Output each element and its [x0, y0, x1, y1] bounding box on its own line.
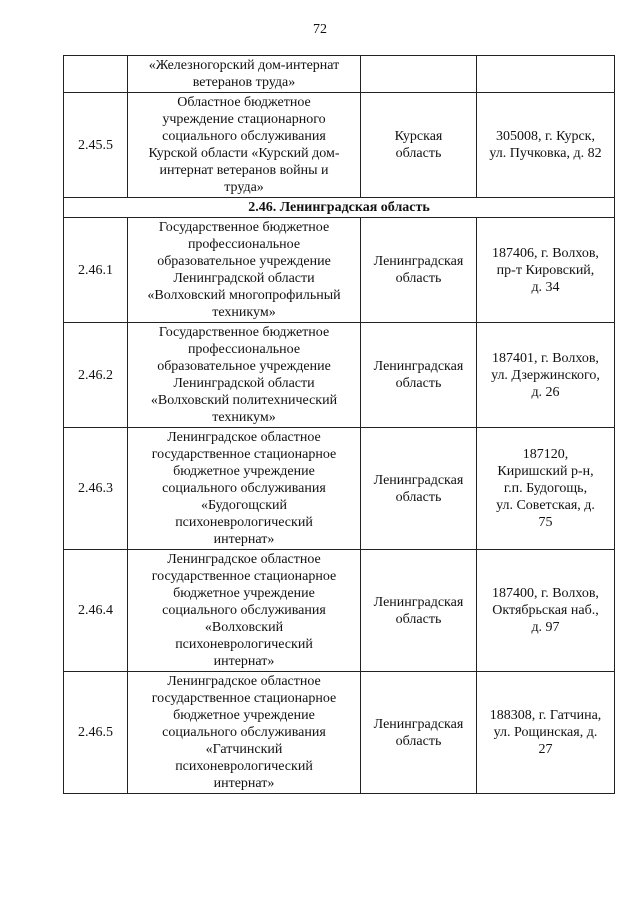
address [477, 672, 615, 794]
institution-name [128, 56, 361, 93]
institution-name-line: бюджетное учреждение [173, 586, 315, 601]
table-row [64, 323, 615, 428]
row-number [64, 56, 128, 93]
address-line: г.п. Будогощь, [503, 481, 588, 496]
institution-name-line: профессиональное [187, 342, 301, 357]
address-line: ул. Рощинская, д. [493, 725, 598, 740]
institution-name-line: социального обслуживания [162, 481, 326, 496]
section-title: 2.46. Ленинградская область [64, 198, 615, 218]
address-line: 187406, г. Волхов, [492, 245, 599, 261]
address-line: пр-т Кировский, [496, 262, 595, 278]
address-line: ул. Пучковка, д. 82 [489, 146, 602, 161]
row-number: 2.46.1 [64, 218, 128, 323]
table-row [64, 93, 615, 198]
section-header-row [64, 198, 615, 218]
institution-name-line: Ленинградское областное [167, 552, 321, 567]
region [361, 323, 477, 428]
address-line: д. 26 [531, 384, 560, 400]
region-line: область [395, 611, 442, 627]
address-line: ул. Советская, д. [496, 498, 595, 513]
address-line: 75 [538, 515, 553, 530]
address [477, 93, 615, 198]
institution-name-line: Государственное бюджетное [158, 220, 330, 235]
institution-name-line: Областное бюджетное [177, 95, 311, 110]
institution-name-line: образовательное учреждение [157, 254, 331, 269]
institution-name-line: Ленинградской области [173, 271, 315, 286]
region-line: Ленинградская [373, 359, 464, 374]
address-line: Киришский р-н, [497, 464, 594, 479]
table-row [64, 428, 615, 550]
institution-name-line: психоневрологический [175, 637, 313, 652]
address [477, 218, 615, 323]
region [361, 218, 477, 323]
institution-name-line: государственное стационарное [151, 447, 337, 462]
address-line: 187400, г. Волхов, [492, 586, 599, 601]
institution-name-line: бюджетное учреждение [173, 464, 315, 479]
table-row [64, 218, 615, 323]
row-number: 2.46.2 [64, 323, 128, 428]
row-number: 2.46.3 [64, 428, 128, 550]
address [477, 550, 615, 672]
address-line: 187401, г. Волхов, [492, 350, 599, 366]
institution-name [128, 428, 361, 550]
region [361, 56, 477, 93]
institution-name [128, 672, 361, 794]
institution-name-line: психоневрологический [175, 515, 313, 530]
institution-name-line: Ленинградское областное [167, 430, 321, 445]
address-line: 305008, г. Курск, [496, 129, 595, 144]
institution-name-line: «Железногорский дом-интернат [148, 58, 340, 73]
institution-name-line: «Гатчинский [205, 742, 283, 757]
institution-name-line: ветеранов труда» [192, 75, 296, 90]
table-row [64, 550, 615, 672]
institution-name-line: техникум» [212, 410, 276, 425]
institution-name-line: социального обслуживания [162, 129, 326, 144]
institution-name-line: Ленинградской области [173, 376, 315, 391]
page-number: 72 [313, 22, 327, 37]
region-line: область [395, 376, 442, 391]
region-line: Ленинградская [373, 254, 464, 269]
institution-name-line: интернат» [213, 654, 275, 669]
institution-name-line: «Волховский политехнический [150, 393, 338, 408]
institution-name-line: «Будогощский [200, 498, 288, 513]
institution-name-line: техникум» [212, 305, 276, 320]
institution-name-line: интернат ветеранов войны и [159, 163, 329, 178]
institution-name-line: Ленинградское областное [167, 674, 321, 689]
region-line: область [395, 146, 442, 161]
institution-name-line: государственное стационарное [151, 691, 337, 706]
address-line: Октябрьская наб., [492, 603, 599, 618]
address [477, 428, 615, 550]
region-line: область [395, 271, 442, 286]
row-number: 2.46.5 [64, 672, 128, 794]
address-line: д. 97 [531, 620, 560, 635]
row-number: 2.45.5 [64, 93, 128, 198]
table-body [64, 56, 615, 794]
address [477, 323, 615, 428]
institution-name-line: «Волховский [204, 620, 284, 635]
address-line: 187120, [522, 447, 569, 462]
region [361, 550, 477, 672]
address-line: д. 34 [531, 279, 560, 295]
region-line: Курская [394, 129, 443, 144]
institution-name-line: интернат» [213, 776, 275, 791]
institution-name [128, 323, 361, 428]
institution-name-line: «Волховский многопрофильный [147, 288, 341, 303]
institution-name [128, 218, 361, 323]
institution-name-line: бюджетное учреждение [173, 708, 315, 723]
address-line: 188308, г. Гатчина, [489, 708, 602, 723]
region [361, 672, 477, 794]
institution-name-line: труда» [224, 180, 264, 195]
address-line: 27 [538, 742, 553, 757]
institution-name-line: социального обслуживания [162, 603, 326, 618]
table-row [64, 672, 615, 794]
address [477, 56, 615, 93]
address-line: ул. Дзержинского, [491, 367, 600, 383]
continuation-row [64, 56, 615, 93]
institution-name-line: образовательное учреждение [157, 359, 331, 374]
region [361, 428, 477, 550]
region [361, 93, 477, 198]
institution-name-line: профессиональное [187, 237, 301, 252]
institutions-table [63, 55, 615, 794]
institution-name-line: государственное стационарное [151, 569, 337, 584]
institution-name-line: Государственное бюджетное [158, 325, 330, 340]
row-number: 2.46.4 [64, 550, 128, 672]
region-line: Ленинградская [373, 716, 464, 732]
institution-name-line: интернат» [213, 532, 275, 547]
institution-name [128, 550, 361, 672]
institution-name-line: психоневрологический [175, 759, 313, 774]
region-line: Ленинградская [373, 594, 464, 610]
region-line: область [395, 733, 442, 749]
institution-name-line: социального обслуживания [162, 725, 326, 740]
institution-name-line: Курской области «Курский дом- [148, 146, 340, 161]
region-line: Ленинградская [373, 472, 464, 488]
region-line: область [395, 489, 442, 505]
institution-name-line: учреждение стационарного [162, 112, 326, 127]
institution-name [128, 93, 361, 198]
